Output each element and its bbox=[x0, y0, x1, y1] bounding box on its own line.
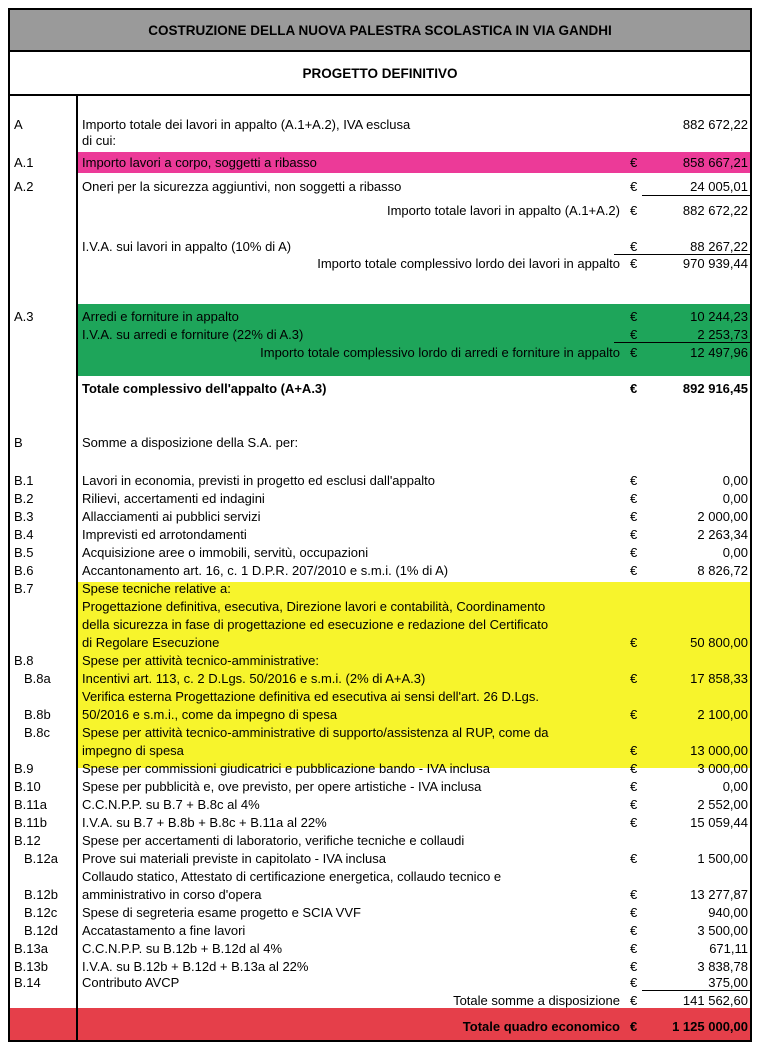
row-code: B.12c bbox=[24, 905, 58, 920]
subtotal-label: Importo totale complessivo lordo dei lavori in appalto bbox=[317, 256, 620, 271]
row-code: B.8b bbox=[24, 707, 51, 722]
row-desc: amministrativo in corso d'opera bbox=[82, 887, 262, 902]
euro-sign: € bbox=[630, 923, 638, 938]
subtotal-label: Totale somme a disposizione bbox=[453, 993, 620, 1008]
row-code: B.9 bbox=[14, 761, 34, 776]
euro-sign: € bbox=[630, 381, 638, 396]
row-desc: Allacciamenti ai pubblici servizi bbox=[82, 509, 261, 524]
total-label: Totale complessivo dell'appalto (A+A.3) bbox=[82, 381, 327, 396]
row-value: 0,00 bbox=[722, 491, 748, 506]
euro-sign: € bbox=[630, 1019, 638, 1034]
row-code: B.3 bbox=[14, 509, 34, 524]
subtotal-value: 141 562,60 bbox=[682, 993, 748, 1008]
row-value: 8 826,72 bbox=[697, 563, 748, 578]
row-code: B.13a bbox=[14, 941, 48, 956]
document-title: COSTRUZIONE DELLA NUOVA PALESTRA SCOLASTICA IN VIA GANDHI bbox=[10, 10, 750, 52]
row-desc: Spese di segreteria esame progetto e SCIA VVF bbox=[82, 905, 361, 920]
euro-sign: € bbox=[630, 563, 638, 578]
row-code: B.12b bbox=[24, 887, 58, 902]
sum-underline bbox=[642, 195, 750, 196]
grand-total-label: Totale quadro economico bbox=[462, 1019, 620, 1034]
budget-table bbox=[8, 8, 752, 1042]
euro-sign: € bbox=[630, 797, 638, 812]
row-desc: C.C.N.P.P. su B.7 + B.8c al 4% bbox=[82, 797, 260, 812]
euro-sign: € bbox=[630, 887, 638, 902]
row-desc: I.V.A. sui lavori in appalto (10% di A) bbox=[82, 239, 292, 254]
euro-sign: € bbox=[630, 815, 638, 830]
row-value: 0,00 bbox=[722, 779, 748, 794]
row-code: B.12 bbox=[14, 833, 41, 848]
row-code: B.10 bbox=[14, 779, 41, 794]
highlight-red bbox=[10, 1008, 750, 1040]
row-desc: Accatastamento a fine lavori bbox=[82, 923, 246, 938]
row-code: B.2 bbox=[14, 491, 34, 506]
row-code: B.1 bbox=[14, 473, 34, 488]
row-code: A bbox=[14, 117, 23, 132]
row-desc: della sicurezza in fase di progettazione ed esecuzione e redazione del Certificato bbox=[82, 617, 549, 632]
row-value: 24 005,01 bbox=[690, 179, 748, 194]
row-value: 0,00 bbox=[722, 545, 748, 560]
euro-sign: € bbox=[630, 941, 638, 956]
row-desc: Spese per attività tecnico-amministrative: bbox=[82, 653, 319, 668]
row-desc: Lavori in economia, previsti in progetto ed esclusi dall'appalto bbox=[82, 473, 435, 488]
grand-total-value: 1 125 000,00 bbox=[672, 1019, 748, 1034]
row-desc: Spese tecniche relative a: bbox=[82, 581, 231, 596]
euro-sign: € bbox=[630, 975, 638, 990]
row-value: 3 838,78 bbox=[697, 959, 748, 974]
row-desc: I.V.A. su B.7 + B.8b + B.8c + B.11a al 22% bbox=[82, 815, 327, 830]
subtotal-value: 12 497,96 bbox=[690, 345, 748, 360]
euro-sign: € bbox=[630, 527, 638, 542]
row-desc: I.V.A. su arredi e forniture (22% di A.3) bbox=[82, 327, 304, 342]
row-desc: Importo lavori a corpo, soggetti a ribasso bbox=[82, 155, 317, 170]
row-value: 2 263,34 bbox=[697, 527, 748, 542]
row-desc: Importo totale dei lavori in appalto (A.1+A.2), IVA esclusa bbox=[82, 117, 411, 132]
row-code: B.4 bbox=[14, 527, 34, 542]
euro-sign: € bbox=[630, 491, 638, 506]
subtotal-value: 970 939,44 bbox=[682, 256, 748, 271]
row-value: 13 000,00 bbox=[690, 743, 748, 758]
subtotal-value: 882 672,22 bbox=[682, 203, 748, 218]
euro-sign: € bbox=[630, 327, 638, 342]
row-desc: Oneri per la sicurezza aggiuntivi, non soggetti a ribasso bbox=[82, 179, 402, 194]
euro-sign: € bbox=[630, 671, 638, 686]
row-desc: Collaudo statico, Attestato di certificazione energetica, collaudo tecnico e bbox=[82, 869, 502, 884]
row-code: B.12d bbox=[24, 923, 58, 938]
row-desc: Incentivi art. 113, c. 2 D.Lgs. 50/2016 e s.m.i. (2% di A+A.3) bbox=[82, 671, 426, 686]
row-code: B.7 bbox=[14, 581, 34, 596]
row-desc: Rilievi, accertamenti ed indagini bbox=[82, 491, 265, 506]
row-code: B.14 bbox=[14, 975, 41, 990]
row-value: 858 667,21 bbox=[682, 155, 748, 170]
row-desc: impegno di spesa bbox=[82, 743, 184, 758]
row-desc: Spese per commissioni giudicatrici e pubblicazione bando - IVA inclusa bbox=[82, 761, 491, 776]
row-value: 0,00 bbox=[722, 473, 748, 488]
total-value: 892 916,45 bbox=[682, 381, 748, 396]
document-subtitle: PROGETTO DEFINITIVO bbox=[10, 52, 750, 96]
row-code: B.12a bbox=[24, 851, 58, 866]
row-value: 3 500,00 bbox=[697, 923, 748, 938]
row-value: 1 500,00 bbox=[697, 851, 748, 866]
row-code: B bbox=[14, 435, 23, 450]
euro-sign: € bbox=[630, 743, 638, 758]
row-value: 671,11 bbox=[709, 941, 748, 956]
row-value: 17 858,33 bbox=[690, 671, 748, 686]
row-value: 13 277,87 bbox=[690, 887, 748, 902]
euro-sign: € bbox=[630, 779, 638, 794]
euro-sign: € bbox=[630, 905, 638, 920]
row-code: A.3 bbox=[14, 309, 34, 324]
euro-sign: € bbox=[630, 256, 638, 271]
row-code: B.8a bbox=[24, 671, 51, 686]
euro-sign: € bbox=[630, 345, 638, 360]
sum-underline bbox=[642, 990, 750, 991]
row-value: 15 059,44 bbox=[690, 815, 748, 830]
euro-sign: € bbox=[630, 473, 638, 488]
row-desc: I.V.A. su B.12b + B.12d + B.13a al 22% bbox=[82, 959, 309, 974]
euro-sign: € bbox=[630, 993, 638, 1008]
row-desc: Somme a disposizione della S.A. per: bbox=[82, 435, 299, 450]
euro-sign: € bbox=[630, 509, 638, 524]
column-divider bbox=[76, 94, 78, 1040]
row-desc: Contributo AVCP bbox=[82, 975, 180, 990]
row-desc: Acquisizione aree o immobili, servitù, occupazioni bbox=[82, 545, 369, 560]
row-value: 882 672,22 bbox=[682, 117, 748, 132]
euro-sign: € bbox=[630, 545, 638, 560]
row-value: 375,00 bbox=[708, 975, 748, 990]
row-code: A.2 bbox=[14, 179, 34, 194]
row-desc: di Regolare Esecuzione bbox=[82, 635, 220, 650]
row-desc: Arredi e forniture in appalto bbox=[82, 309, 239, 324]
row-code: B.11b bbox=[14, 815, 48, 830]
row-desc: Accantonamento art. 16, c. 1 D.P.R. 207/2010 e s.m.i. (1% di A) bbox=[82, 563, 449, 578]
euro-sign: € bbox=[630, 309, 638, 324]
euro-sign: € bbox=[630, 203, 638, 218]
row-desc: 50/2016 e s.m.i., come da impegno di spesa bbox=[82, 707, 338, 722]
row-desc: Spese per attività tecnico-amministrative di supporto/assistenza al RUP, come da bbox=[82, 725, 549, 740]
row-value: 2 253,73 bbox=[697, 327, 748, 342]
row-code: B.5 bbox=[14, 545, 34, 560]
row-value: 3 000,00 bbox=[697, 761, 748, 776]
row-desc: di cui: bbox=[82, 133, 116, 148]
euro-sign: € bbox=[630, 179, 638, 194]
row-code: B.8c bbox=[24, 725, 51, 740]
row-value: 2 552,00 bbox=[697, 797, 748, 812]
row-desc: Progettazione definitiva, esecutiva, Direzione lavori e contabilità, Coordinamento bbox=[82, 599, 546, 614]
row-value: 2 100,00 bbox=[697, 707, 748, 722]
row-desc: Verifica esterna Progettazione definitiva ed esecutiva ai sensi dell'art. 26 D.Lgs. bbox=[82, 689, 540, 704]
row-value: 940,00 bbox=[708, 905, 748, 920]
euro-sign: € bbox=[630, 761, 638, 776]
subtotal-label: Importo totale lavori in appalto (A.1+A.2) bbox=[386, 203, 620, 218]
row-desc: Spese per pubblicità e, ove previsto, per opere artistiche - IVA inclusa bbox=[82, 779, 482, 794]
row-value: 2 000,00 bbox=[697, 509, 748, 524]
row-value: 10 244,23 bbox=[690, 309, 748, 324]
row-code: B.11a bbox=[14, 797, 48, 812]
row-value: 88 267,22 bbox=[690, 239, 748, 254]
euro-sign: € bbox=[630, 155, 638, 170]
subtotal-label: Importo totale complessivo lordo di arredi e forniture in appalto bbox=[260, 345, 620, 360]
row-desc: Spese per accertamenti di laboratorio, verifiche tecniche e collaudi bbox=[82, 833, 465, 848]
row-value: 50 800,00 bbox=[690, 635, 748, 650]
euro-sign: € bbox=[630, 959, 638, 974]
row-code: B.13b bbox=[14, 959, 48, 974]
row-code: A.1 bbox=[14, 155, 34, 170]
euro-sign: € bbox=[630, 635, 638, 650]
row-desc: Prove sui materiali previste in capitolato - IVA inclusa bbox=[82, 851, 386, 866]
row-desc: Imprevisti ed arrotondamenti bbox=[82, 527, 247, 542]
row-desc: C.C.N.P.P. su B.12b + B.12d al 4% bbox=[82, 941, 283, 956]
row-code: B.8 bbox=[14, 653, 34, 668]
euro-sign: € bbox=[630, 239, 638, 254]
sum-underline bbox=[614, 342, 750, 343]
euro-sign: € bbox=[630, 851, 638, 866]
euro-sign: € bbox=[630, 707, 638, 722]
row-code: B.6 bbox=[14, 563, 34, 578]
